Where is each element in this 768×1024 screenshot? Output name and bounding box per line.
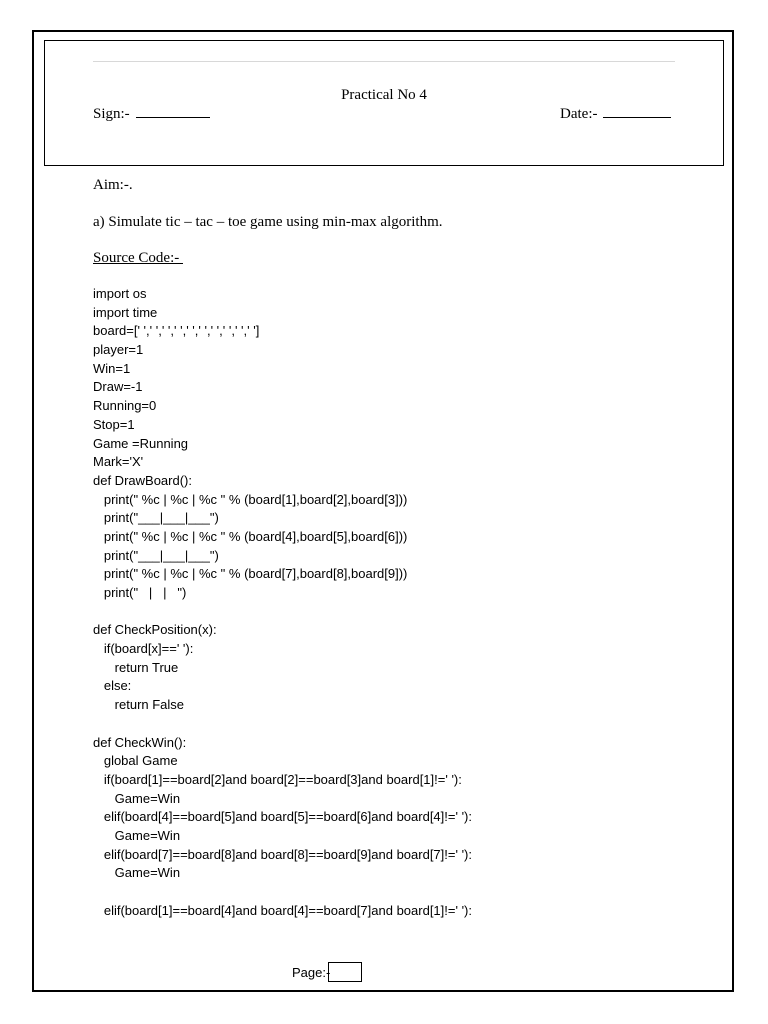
code-line: if(board[x]==' '): [93, 641, 194, 657]
code-line: elif(board[1]==board[4]and board[4]==board[7]and board[1]!=' '): [93, 902, 472, 918]
code-line: else: [93, 678, 132, 694]
code-line: Game=Win [93, 865, 181, 881]
date-field [560, 105, 671, 123]
code-line [93, 603, 472, 622]
sign-field [93, 105, 210, 123]
code-line [93, 715, 472, 734]
code-line: print(" %c | %c | %c " % (board[7],board[8],board[9])) [93, 566, 408, 582]
source-code-block [93, 285, 472, 920]
code-line: board=[' ',' ',' ',' ',' ',' ',' ',' ',' ',' '] [93, 323, 260, 339]
aim-heading: Aim:-. [93, 177, 133, 193]
sign-label: Sign:- [93, 106, 130, 122]
code-line: Running=0 [93, 398, 157, 414]
code-line: global Game [93, 753, 178, 769]
code-line [93, 883, 472, 902]
code-line: return True [93, 659, 179, 675]
code-line: player=1 [93, 342, 144, 358]
code-line: return False [93, 697, 185, 713]
code-line: def CheckPosition(x): [93, 622, 217, 638]
sign-blank-line [136, 105, 210, 118]
code-line: print(" %c | %c | %c " % (board[1],board[2],board[3])) [93, 491, 408, 507]
code-line: Game=Win [93, 790, 181, 806]
page-label: Page:- [292, 965, 331, 980]
practical-title: Practical No 4 [341, 87, 427, 103]
code-line: Game =Running [93, 435, 189, 451]
code-line: print(" %c | %c | %c " % (board[4],board[5],board[6])) [93, 528, 408, 544]
code-line: elif(board[4]==board[5]and board[5]==board[6]and board[4]!=' '): [93, 809, 472, 825]
task-description: a) Simulate tic – tac – toe game using min-max algorithm. [93, 214, 443, 230]
header-rule [93, 61, 675, 62]
code-line: def CheckWin(): [93, 734, 187, 750]
code-line: import os [93, 286, 147, 301]
code-line: def DrawBoard(): [93, 472, 192, 488]
source-code-heading: Source Code:- [93, 250, 183, 266]
code-line: Win=1 [93, 360, 131, 376]
code-line: elif(board[7]==board[8]and board[8]==board[9]and board[7]!=' '): [93, 846, 472, 862]
code-line: if(board[1]==board[2]and board[2]==board[3]and board[1]!=' '): [93, 771, 462, 787]
date-label: Date:- [560, 106, 598, 122]
page-number-box [328, 962, 362, 982]
code-line: Game=Win [93, 827, 181, 843]
code-line: Draw=-1 [93, 379, 143, 395]
code-line: print("___|___|___") [93, 510, 219, 526]
code-line: import time [93, 304, 158, 320]
code-line: Stop=1 [93, 416, 135, 432]
code-line: Mark='X' [93, 454, 144, 470]
code-line: print("___|___|___") [93, 547, 219, 563]
code-line: print(" | | ") [93, 585, 187, 600]
date-blank-line [603, 105, 671, 118]
